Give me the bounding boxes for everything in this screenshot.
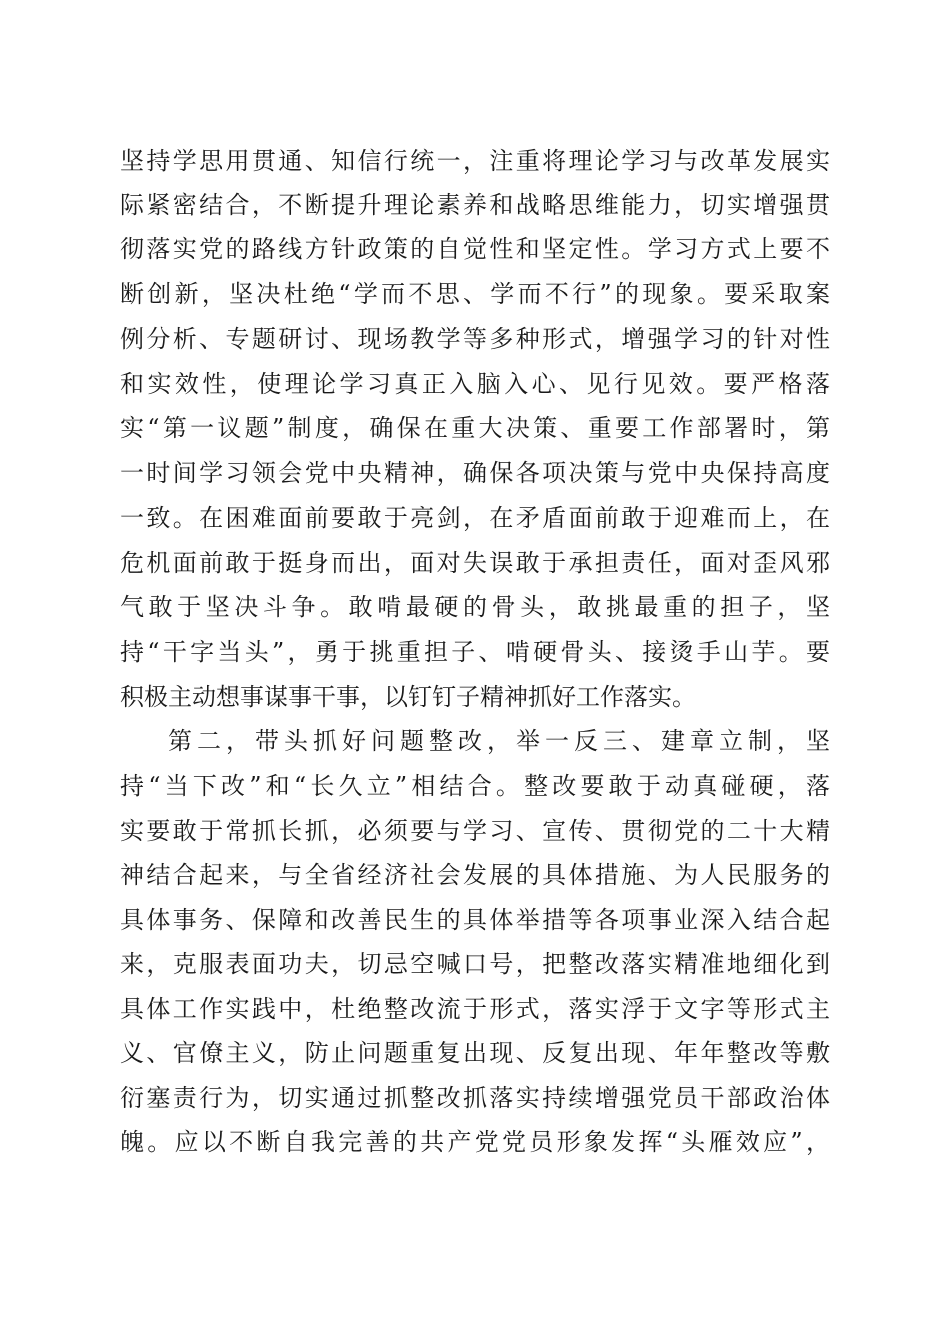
text-line: 来，克服表面功夫，切忌空喊口号，把整改落实精准地细化到	[120, 950, 830, 978]
text-line: 具体事务、保障和改善民生的具体举措等各项事业深入结合起	[120, 906, 830, 934]
text-line: 衍塞责行为，切实通过抓整改抓落实持续增强党员干部政治体	[120, 1084, 830, 1112]
text-line: 实要敢于常抓长抓，必须要与学习、宣传、贯彻党的二十大精	[120, 817, 830, 845]
text-line: 义、官僚主义，防止问题重复出现、反复出现、年年整改等敷	[120, 1039, 830, 1067]
text-line: 持“当下改”和“长久立”相结合。整改要敢于动真碰硬，落	[120, 772, 830, 800]
text-line: 断创新，坚决杜绝“学而不思、学而不行”的现象。要采取案	[120, 280, 830, 308]
text-line: 持“干字当头”，勇于挑重担子、啃硬骨头、接烫手山芋。要	[120, 638, 830, 666]
text-line: 实“第一议题”制度，确保在重大决策、重要工作部署时，第	[120, 414, 830, 442]
text-line: 际紧密结合，不断提升理论素养和战略思维能力，切实增强贯	[120, 191, 830, 219]
paragraph-first-line: 第二，带头抓好问题整改，举一反三、建章立制，坚	[168, 727, 830, 755]
text-line: 一致。在困难面前要敢于亮剑，在矛盾面前敢于迎难而上，在	[120, 504, 830, 532]
text-line: 积极主动想事谋事干事，以钉钉子精神抓好工作落实。	[120, 683, 696, 711]
text-line: 危机面前敢于挺身而出，面对失误敢于承担责任，面对歪风邪	[120, 549, 830, 577]
text-line: 和实效性，使理论学习真正入脑入心、见行见效。要严格落	[120, 370, 830, 398]
text-line: 例分析、专题研讨、现场教学等多种形式，增强学习的针对性	[120, 325, 830, 353]
text-line: 魄。应以不断自我完善的共产党党员形象发挥“头雁效应”，	[120, 1128, 830, 1156]
text-line: 具体工作实践中，杜绝整改流于形式，落实浮于文字等形式主	[120, 995, 830, 1023]
text-line: 气敢于坚决斗争。敢啃最硬的骨头，敢挑最重的担子，坚	[120, 593, 830, 621]
text-line: 神结合起来，与全省经济社会发展的具体措施、为人民服务的	[120, 861, 830, 889]
text-line: 一时间学习领会党中央精神，确保各项决策与党中央保持高度	[120, 459, 830, 487]
text-line: 彻落实党的路线方针政策的自觉性和坚定性。学习方式上要不	[120, 235, 830, 263]
text-line: 坚持学思用贯通、知信行统一，注重将理论学习与改革发展实	[120, 147, 830, 175]
